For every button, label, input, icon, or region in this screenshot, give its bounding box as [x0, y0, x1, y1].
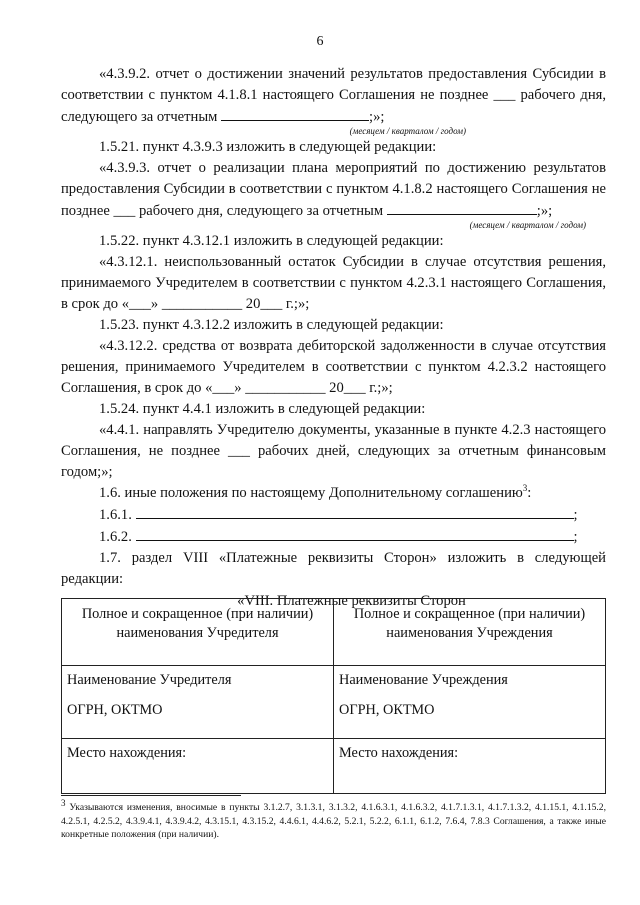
paragraph-4-3-9-3 [61, 158, 606, 222]
fill-in-line [136, 526, 574, 541]
paragraph-1-5-24: 1.5.24. пункт 4.4.1 изложить в следующей редакции: [99, 401, 426, 417]
institution-location: Место нахождения: [334, 739, 606, 794]
paragraph-1-6-1 [61, 504, 606, 526]
founder-name: Наименование Учредителя [67, 672, 232, 688]
paragraph-1-5-21: 1.5.21. пункт 4.3.9.3 изложить в следующей редакции: [99, 139, 437, 155]
footnote-mark: 3 [61, 797, 66, 808]
fill-in-line [136, 504, 574, 519]
paragraph-text: «4.3.9.3. отчет о реализации плана мероприятий по достижению результатов предоставления Субсидии в соответствии с пунктом 4.1.8.2 настоящего Соглашения не позднее ___ рабочего дня, следующего за отчетным [61, 160, 606, 219]
footnote-ref: 3 [522, 483, 528, 494]
fill-in-line [387, 200, 537, 215]
institution-name: Наименование Учреждения [339, 672, 508, 688]
paragraph-4-3-9-2 [61, 64, 606, 128]
header-founder: Полное и сокращенное (при наличии) наименования Учредителя [62, 599, 334, 666]
institution-ogrn: ОГРН, ОКТМО [339, 702, 435, 718]
period-hint: (месяцем / кварталом / годом) [349, 126, 466, 136]
table-row [62, 599, 606, 666]
paragraph-ending: : [527, 485, 532, 501]
footnote-text: Указываются изменения, вносимые в пункты 3.1.2.7, 3.1.3.1, 3.1.3.2, 4.1.6.3.1, 4.1.6.3.2, 4.1.7.1.3.1, 4.1.7.1.3.2, 4.1.15.1, 4.1.15.2, 4.2.5.1, 4.2.5.2, 4.3.9.4.1, 4.3.9.4.2, 4.3.15.1, 4.3.15.2, 4.4.6.1, 4.4.6.2, 5.2.1, 5.2.2, 6.1.1, 6.1.2, 7.6.4, 7.8.3 Соглашения, а также иные конкретные положения (при наличии). [61, 802, 607, 840]
paragraph-1-7: 1.7. раздел VIII «Платежные реквизиты Сторон» изложить в следующей редакции: [61, 550, 606, 587]
paragraph-4-3-12-1: «4.3.12.1. неиспользованный остаток Субсидии в случае отсутствия решения, принимаемого Учредителем в соответствии с пунктом 4.2.3.1 настоящего Соглашения, в срок до «___» ___________ 20___ г.;»; [61, 254, 606, 312]
payment-details-table [61, 598, 606, 794]
period-hint: (месяцем / кварталом / годом) [469, 220, 586, 230]
paragraph-ending: ;»; [536, 203, 553, 219]
founder-name-cell [62, 666, 334, 739]
paragraph-text: «4.3.9.2. отчет о достижении значений результатов предоставления Субсидии в соответствии с пунктом 4.1.8.1 настоящего Соглашения не позднее ___ рабочего дня, следующего за отчетным [61, 66, 606, 125]
paragraph-4-3-12-2: «4.3.12.2. средства от возврата дебиторской задолженности в случае отсутствия решения, принимаемого Учредителем в соответствии с пунктом 4.2.3.2 настоящего Соглашения, в срок до «___» ___________ 20___ г.;»; [61, 338, 606, 396]
section-heading: «VIII. Платежные реквизиты Сторон [237, 593, 466, 609]
table-row [62, 666, 606, 739]
header-institution: Полное и сокращенное (при наличии) наименования Учреждения [334, 599, 606, 666]
paragraph-4-4-1: «4.4.1. направлять Учредителю документы, указанные в пункте 4.2.3 настоящего Соглашения, не позднее ___ рабочих дней, следующих за отчетным финансовым годом;»; [61, 422, 606, 480]
paragraph-1-5-22: 1.5.22. пункт 4.3.12.1 изложить в следующей редакции: [99, 233, 444, 249]
table-row [62, 739, 606, 794]
item-ending: ; [573, 529, 578, 545]
institution-name-cell [334, 666, 606, 739]
footnote-divider [61, 795, 241, 796]
founder-location: Место нахождения: [62, 739, 334, 794]
paragraph-text: 1.6. иные положения по настоящему Дополнительному соглашению [99, 485, 523, 501]
paragraph-ending: ;»; [369, 109, 385, 125]
paragraph-1-6-2 [61, 526, 606, 548]
fill-in-line [221, 106, 369, 121]
footnote [61, 797, 607, 842]
item-label: 1.6.2. [99, 529, 132, 545]
page-number: 6 [316, 34, 324, 49]
paragraph-1-6 [61, 483, 606, 504]
paragraph-1-5-23: 1.5.23. пункт 4.3.12.2 изложить в следующей редакции: [99, 317, 444, 333]
item-ending: ; [573, 507, 578, 523]
document-body [61, 64, 606, 612]
founder-ogrn: ОГРН, ОКТМО [67, 702, 163, 718]
item-label: 1.6.1. [99, 507, 132, 523]
